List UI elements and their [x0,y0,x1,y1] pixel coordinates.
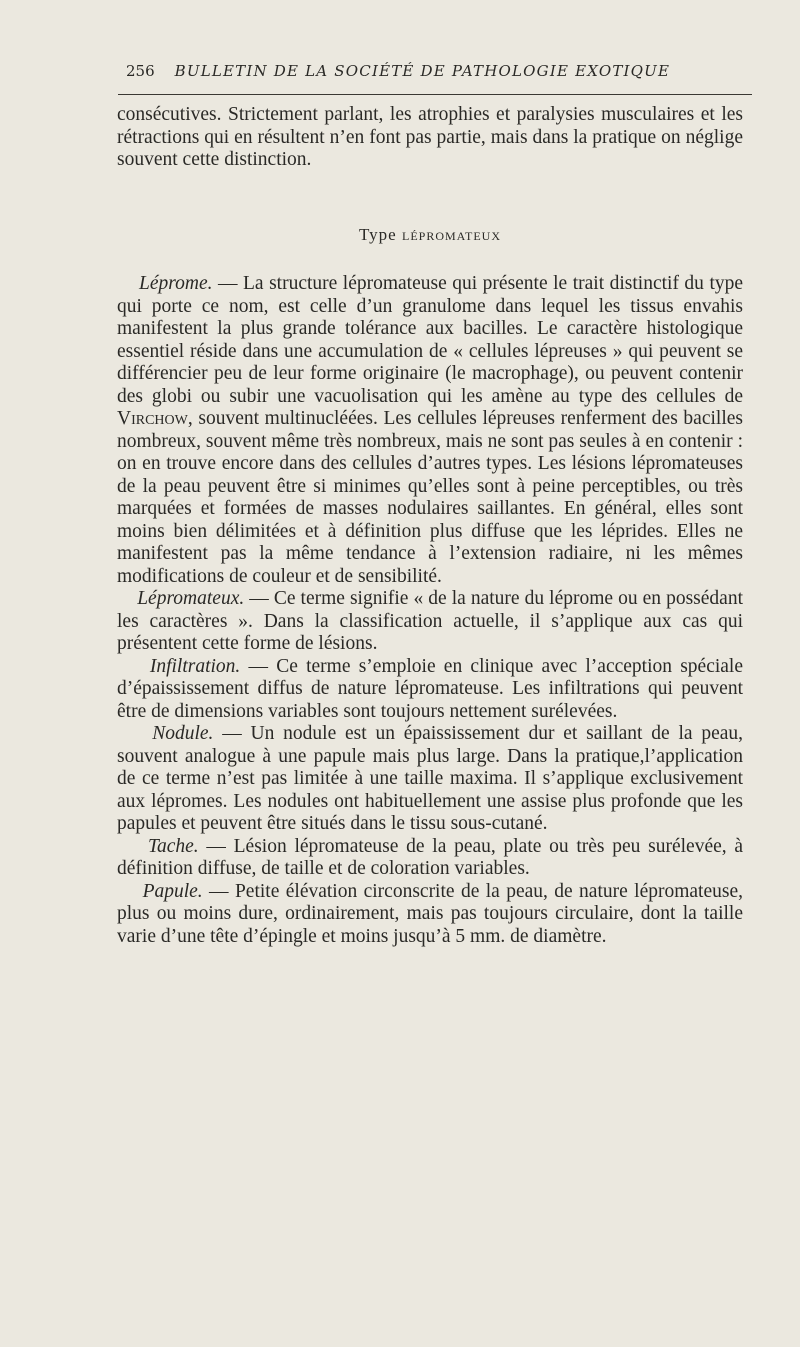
section-heading [117,224,743,247]
entry-nodule [117,723,743,836]
entry-leprome [117,273,743,588]
entry-papule [117,881,743,949]
entry-text-after: , souvent multinucléées. Les cellules lépreuses renferment des bacilles nombreux, souvent même très nombreux, mais ne sont pas seules à en contenir : on en trouve encore dans des cellules d’autres types. Les lésions lépromateuses de la peau peuvent être si minimes qu’elles sont à peine perceptibles, ou très marquées et formées de masses nodulaires saillantes. En général, elles sont moins bien délimitées et à définition plus diffuse que les léprides. Elles ne manifestent pas la même tendance à l’extension radiaire, ni les mêmes modifications de couleur et de sensibilité. [117,408,743,587]
entry-lepromateux [117,588,743,656]
page-body [117,104,743,948]
entry-term: Infiltration. [149,655,241,677]
header-rule [118,94,752,95]
running-title: BULLETIN DE LA SOCIÉTÉ DE PATHOLOGIE EXOTIQUE [174,62,671,80]
entry-text: — Petite élévation circonscrite de la peau, de nature lépromateuse, plus ou moins dure, ordinairement, mais pas toujours circulaire, dont la taille varie d’une tête d’épingle et moins jusqu’à 5 mm. de diamètre. [117,880,744,947]
entry-text: — Ce terme s’emploie en clinique avec l’acception spéciale d’épaississement diffus de nature lépromateuse. Les infiltrations qui peuvent être de dimensions variables sont toujours nettement surélevées. [117,655,743,722]
entry-term: Nodule. [152,723,214,744]
entry-infiltration [117,656,743,724]
entry-text: — Ce terme signifie « de la nature du léprome ou en possédant les caractères ». Dans la classification actuelle, il s’applique aux cas qui présentent cette forme de lésions. [117,588,744,654]
intro-paragraph: consécutives. Strictement parlant, les atrophies et paralysies musculaires et les rétractions qui en résultent n’en font pas partie, mais dans la pratique on néglige souvent cette distinction. [117,104,743,170]
entry-name-virchow: Virchow [117,408,188,429]
entry-term: Léprome. [139,273,213,294]
entry-text: — Un nodule est un épaississement dur et saillant de la peau, souvent analogue à une papule mais plus large. Dans la pratique,l’application de ce terme n’est pas limitée à une taille maxima. Il s’applique exclusivement aux lépromes. Les nodules ont habituellement une assise plus profonde que les papules et peuvent être situés dans le tissu sous-cutané. [117,723,744,834]
entry-text: — Lésion lépromateuse de la peau, plate ou très peu surélevée, à définition diffuse, de taille et de coloration variables. [117,835,744,879]
section-heading-first: Type [358,224,397,244]
entry-term: Tache. [147,835,199,857]
entry-term: Lépromateux. [137,588,245,609]
page-number: 256 [126,62,155,80]
section-heading-rest: lépromateux [401,224,501,244]
entry-term: Papule. [142,880,203,902]
definitions-list [117,273,743,948]
page-header [126,62,752,80]
entry-text-before: — La structure lépromateuse qui présente le trait distinctif du type qui porte ce nom, est celle d’un granulome dans lequel les tissus envahis manifestent la plus grande tolérance aux bacilles. Le caractère histologique essentiel réside dans une accumulation de « cellules lépreuses » qui peuvent se différencier peu de leur forme originaire (le macrophage), ou peuvent contenir des globi ou subir une vacuolisation qui les amène au type des cellules de [117,273,744,407]
entry-tache [117,836,743,881]
